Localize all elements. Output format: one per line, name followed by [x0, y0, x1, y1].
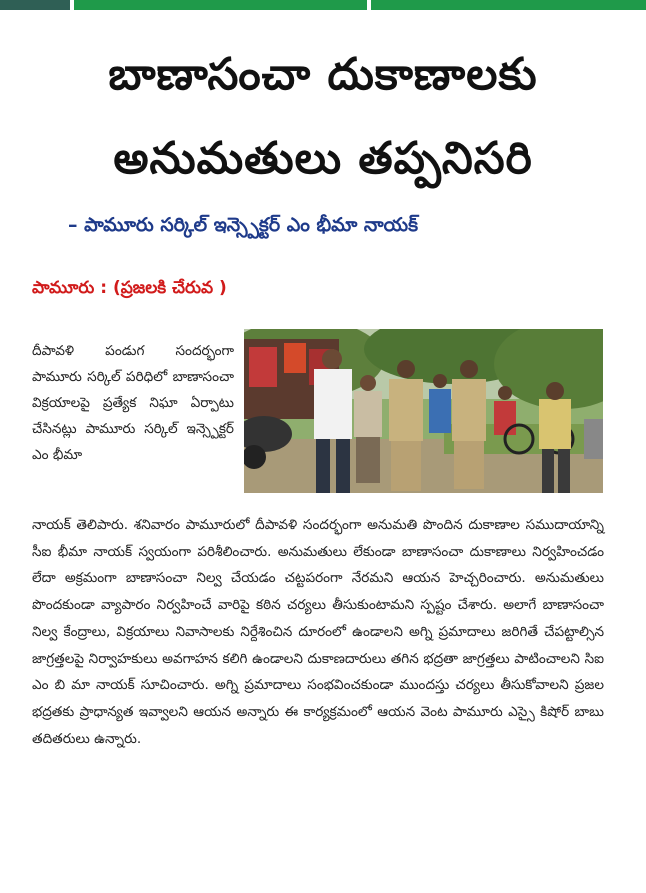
top-bar-segment-green	[74, 0, 367, 10]
dateline: పామూరు : (ప్రజలకి చేరువ )	[32, 278, 227, 298]
top-color-bar	[0, 0, 646, 12]
top-bar-segment-dark	[0, 0, 70, 10]
article-paragraph-body: నాయక్ తెలిపారు. శనివారం పామూరులో దీపావళి సందర్భంగా అనుమతి పొందిన దుకాణాల సముదాయాన్ని సీఐ భీమా నాయక్ స్వయంగా పరిశీలించారు. అనుమతులు లేకుండా బాణాసంచా దుకాణాలు నిర్వహించడం లేదా అక్రమంగా బాణాసంచా నిల్వ చేయడం చట్టపరంగా నేరమని ఆయన హెచ్చరించారు. అనుమతులు పొందకుండా వ్యాపారం నిర్వహించే వారిపై కఠిన చర్యలు తీసుకుంటామని స్పష్టం చేశారు. అలాగే బాణాసంచా నిల్వ కేంద్రాలు, విక్రయాలు నివాసాలకు నిర్దేశించిన దూరంలో ఉండాలని అగ్ని ప్రమాదాలు జరిగితే చేపట్టాల్సిన జాగ్రత్తలపై నిర్వాహకులు అవగాహన కలిగి ఉండాలని దుకాణదారులు తగిన భద్రతా జాగ్రత్తలు పాటించాలని సిఐ ఎం బి మా నాయక్ సూచించారు. అగ్ని ప్రమాదాలు సంభవించకుండా ముందస్తు చర్యలు తీసుకోవాలని ప్రజల భద్రతకు ప్రాధాన్యత ఇవ్వాలని ఆయన అన్నారు ఈ కార్యక్రమంలో ఆయన వెంట పామూరు ఎస్సై కిషోర్ బాబు తదితరులు ఉన్నారు.	[32, 517, 604, 747]
photo-illustration	[244, 329, 603, 493]
article-photo	[244, 329, 603, 493]
subheadline: – పామూరు సర్కిల్ ఇన్స్పెక్టర్ ఎం భీమా నాయక్	[68, 214, 419, 236]
headline-line-2: అనుమతులు తప్పనిసరి	[113, 133, 533, 184]
article-paragraph-intro: దీపావళి పండుగ సందర్భంగా పామూరు సర్కిల్ పరిధిలో బాణాసంచా విక్రయాలపై ప్రత్యేక నిఘా ఏర్పాటు చేసినట్లు పామూరు సర్కిల్ ఇన్స్పెక్టర్ ఎం భీమా	[32, 343, 234, 463]
headline-line-1: బాణాసంచా దుకాణాలకు	[108, 49, 538, 100]
top-bar-segment-green-right	[371, 0, 646, 10]
